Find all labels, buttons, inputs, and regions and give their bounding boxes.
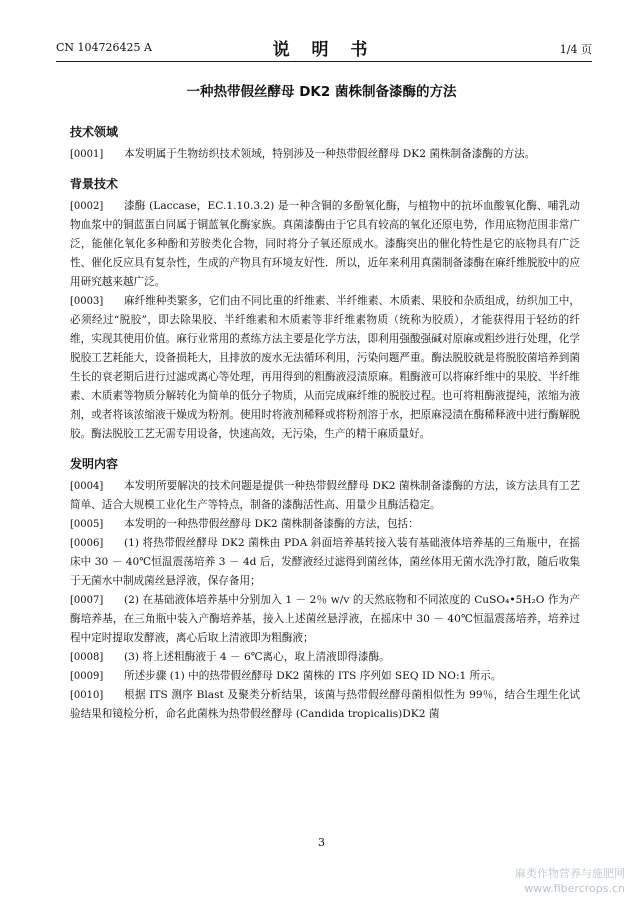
paragraph-0003 xyxy=(70,292,580,444)
section-heading-background: 背景技术 xyxy=(70,177,119,191)
paragraph-0004 xyxy=(70,477,580,515)
paragraph-text: 所述步骤 (1) 中的热带假丝酵母 DK2 菌株的 ITS 序列如 SEQ ID NO:1 所示。 xyxy=(124,670,502,682)
paragraph-number: [0003] xyxy=(70,296,104,307)
paragraph-number: [0006] xyxy=(70,538,104,549)
publication-number: CN 104726425 A xyxy=(56,41,152,54)
watermark-title: 麻类作物营养与施肥网 xyxy=(515,867,625,880)
watermark xyxy=(515,866,625,896)
section-heading-content: 发明内容 xyxy=(70,457,119,471)
page-number: 3 xyxy=(318,836,325,849)
paragraph-number: [0010] xyxy=(70,690,104,701)
paragraph-number: [0002] xyxy=(70,201,104,212)
paragraph-number: [0009] xyxy=(70,671,104,682)
paragraph-number: [0001] xyxy=(70,149,104,160)
paragraph-number: [0008] xyxy=(70,652,104,663)
paragraph-0010 xyxy=(70,686,580,724)
paragraph-0005 xyxy=(70,515,580,534)
paragraph-text: 漆酶 (Laccase，EC.1.10.3.2) 是一种含铜的多酚氧化酶，与植物中的抗坏血酸氧化酶、哺乳动物血浆中的铜蓝蛋白同属于铜蓝氧化酶家族。真菌漆酶由于它具有较高的氧化还原电势，作用底物范围非常广泛，能催化氧化多种酚和芳胺类化合物，同时将分子氧还原成水。漆酶突出的催化特性是它的底物具有广泛性、催化反应具有复杂性，生成的产物具有环境友好性．所以，近年来利用真菌制备漆酶在麻纤维脱胶中的应用研究越来越广泛。 xyxy=(70,200,580,288)
paragraph-number: [0005] xyxy=(70,519,104,530)
paragraph-0008 xyxy=(70,648,580,667)
paragraph-text: 麻纤维种类繁多，它们由不同比重的纤维素、半纤维素、木质素、果胶和杂质组成，纺织加工中，必须经过“脱胶”，即去除果胶、半纤维素和木质素等非纤维素物质（统称为胶质），才能获得用于轻纺的纤维，实现其使用价值。麻行业常用的煮练方法主要是化学方法，即利用强酸强碱对原麻或粗纱进行处理，化学脱胶工艺耗能大，设备损耗大，且排放的废水无法循环利用，污染问题严重。酶法脱胶就是将脱胶菌培养到菌生长的衰老期后进行过滤或离心等处理，再用得到的粗酶液浸渍原麻。粗酶液可以将麻纤维中的果胶、半纤维素、木质素等物质分解转化为简单的低分子物质，从而完成麻纤维的脱胶过程。也可将粗酶液提纯，浓缩为液剂，或者将该浓缩液干燥成为粉剂。使用时将液剂稀释或将粉剂溶于水，把原麻浸渍在酶稀释液中进行酶解脱胶。酶法脱胶工艺无需专用设备，快速高效，无污染，生产的精干麻质量好。 xyxy=(70,295,580,440)
paragraph-0007 xyxy=(70,591,580,648)
paragraph-0001 xyxy=(70,145,580,164)
document-type: 说 明 书 xyxy=(272,40,376,60)
page-header xyxy=(56,33,592,62)
paragraph-text: (1) 将热带假丝酵母 DK2 菌株由 PDA 斜面培养基转接入装有基础液体培养基的三角瓶中，在摇床中 30 － 40℃恒温震荡培养 3 － 4d 后，发酵液经过滤得到菌丝体，菌丝体用无菌水洗净打散，随后收集于无菌水中制成菌丝悬浮液，保存备用； xyxy=(70,537,580,587)
paragraph-text: 本发明属于生物纺织技术领域，特别涉及一种热带假丝酵母 DK2 菌株制备漆酶的方法。 xyxy=(124,148,536,160)
document-title: 一种热带假丝酵母 DK2 菌株制备漆酶的方法 xyxy=(186,84,457,100)
section-heading-field: 技术领域 xyxy=(70,125,119,139)
document-body xyxy=(70,124,580,724)
paragraph-text: 根据 ITS 测序 Blast 及聚类分析结果，该菌与热带假丝酵母菌相似性为 99％，结合生理生化试验结果和镜检分析，命名此菌株为热带假丝酵母 (Candida tropicalis)DK2 菌 xyxy=(70,689,580,720)
paragraph-0009 xyxy=(70,667,580,686)
paragraph-text: (3) 将上述粗酶液于 4 － 6℃离心，取上清液即得漆酶。 xyxy=(124,651,390,663)
page-info: 1/4 页 xyxy=(559,43,592,56)
paragraph-0006 xyxy=(70,534,580,591)
paragraph-text: 本发明的一种热带假丝酵母 DK2 菌株制备漆酶的方法，包括： xyxy=(124,518,419,530)
paragraph-0002 xyxy=(70,197,580,292)
paragraph-text: 本发明所要解决的技术问题是提供一种热带假丝酵母 DK2 菌株制备漆酶的方法，该方法具有工艺简单、适合大规模工业化生产等特点，制备的漆酶活性高、用量少且酶活稳定。 xyxy=(70,480,580,511)
paragraph-number: [0007] xyxy=(70,595,104,606)
paragraph-number: [0004] xyxy=(70,481,104,492)
paragraph-text: (2) 在基础液体培养基中分别加入 1 － 2％ w/v 的天然底物和不同浓度的 CuSO₄•5H₂O 作为产酶培养基，在三角瓶中装入产酶培养基，接入上述菌丝悬浮液，在摇床中 30 － 40℃恒温震荡培养，培养过程中定时提取发酵液，离心后取上清液即为粗酶液； xyxy=(70,594,580,644)
watermark-url: www.fibercrops.cn xyxy=(524,882,625,895)
